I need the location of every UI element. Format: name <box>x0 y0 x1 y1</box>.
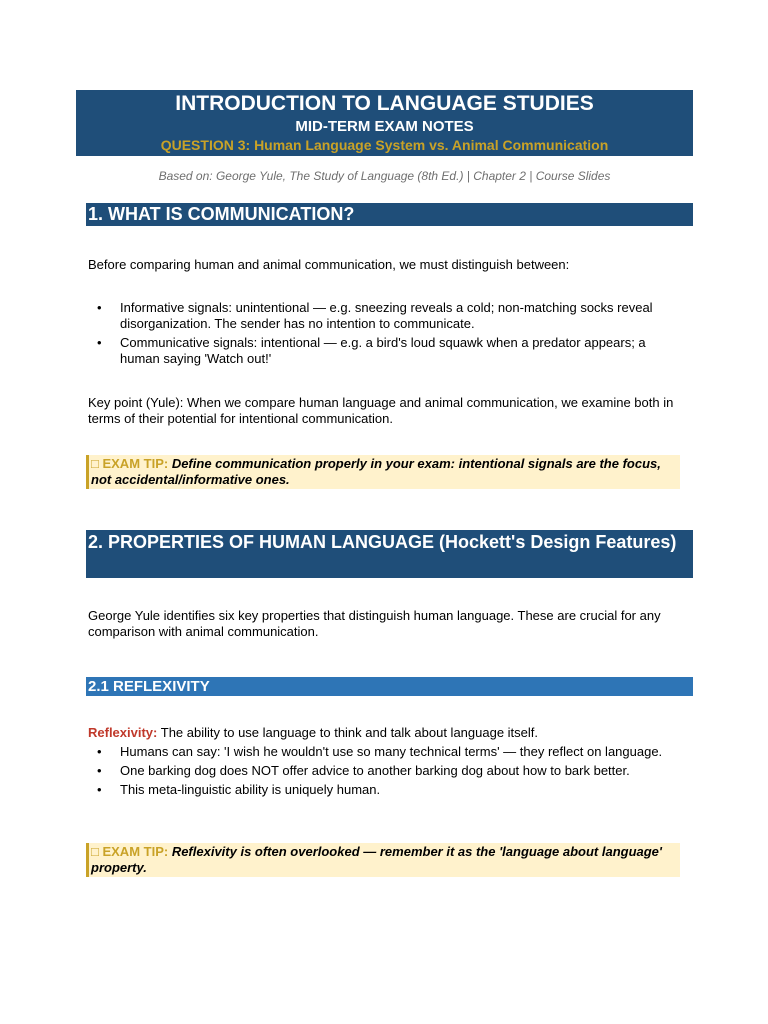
bullet-text: Communicative signals: intentional — e.g. a bird's loud squawk when a predator appears; a human saying 'Watch out!' <box>120 335 646 366</box>
subsection-2-1-heading: 2.1 REFLEXIVITY <box>86 677 693 696</box>
bullet-text: Informative signals: unintentional — e.g. sneezing reveals a cold; non-matching socks reveal disorganization. The sender has no intention to communicate. <box>120 300 653 331</box>
bullet-text: Humans can say: 'I wish he wouldn't use so many technical terms' — they reflect on language. <box>120 744 663 759</box>
source-citation: Based on: George Yule, The Study of Language (8th Ed.) | Chapter 2 | Course Slides <box>158 169 611 183</box>
list-item <box>88 763 688 779</box>
section-2-heading: 2. PROPERTIES OF HUMAN LANGUAGE (Hockett's Design Features) <box>86 530 693 578</box>
section-1-intro: Before comparing human and animal communication, we must distinguish between: <box>88 257 570 272</box>
bullet-icon: • <box>97 335 102 350</box>
exam-tip-label: □ EXAM TIP: <box>91 844 172 859</box>
section-1-key-point: Key point (Yule): When we compare human language and animal communication, we examine both in terms of their potential for intentional communication. <box>88 395 674 426</box>
exam-tip-box <box>86 843 680 877</box>
title-banner <box>76 90 693 156</box>
reflexivity-bullet-list <box>88 744 688 801</box>
bullet-icon: • <box>97 763 102 778</box>
term-definition: The ability to use language to think and talk about language itself. <box>157 725 539 740</box>
reflexivity-definition <box>88 725 688 741</box>
term-label: Reflexivity: <box>88 725 158 740</box>
list-item <box>88 300 688 332</box>
list-item <box>88 782 688 798</box>
exam-tip-text: Define communication properly in your exam: intentional signals are the focus, not accidental/informative ones. <box>91 456 661 487</box>
section-1-heading: 1. WHAT IS COMMUNICATION? <box>86 203 693 226</box>
bullet-icon: • <box>97 782 102 797</box>
list-item <box>88 744 688 760</box>
question-line: QUESTION 3: Human Language System vs. Animal Communication <box>160 137 609 153</box>
bullet-text: One barking dog does NOT offer advice to another barking dog about how to bark better. <box>120 763 630 778</box>
bullet-icon: • <box>97 300 102 315</box>
bullet-icon: • <box>97 744 102 759</box>
document-title: INTRODUCTION TO LANGUAGE STUDIES <box>175 92 594 115</box>
section-2-intro: George Yule identifies six key properties that distinguish human language. These are crucial for any comparison with animal communication. <box>88 608 661 639</box>
exam-tip-box <box>86 455 680 489</box>
document-subtitle: MID-TERM EXAM NOTES <box>295 118 474 135</box>
exam-tip-text: Reflexivity is often overlooked — remember it as the 'language about language' property. <box>91 844 663 875</box>
section-1-bullet-list <box>88 300 688 370</box>
exam-tip-label: □ EXAM TIP: <box>91 456 172 471</box>
bullet-text: This meta-linguistic ability is uniquely human. <box>120 782 381 797</box>
list-item <box>88 335 688 367</box>
